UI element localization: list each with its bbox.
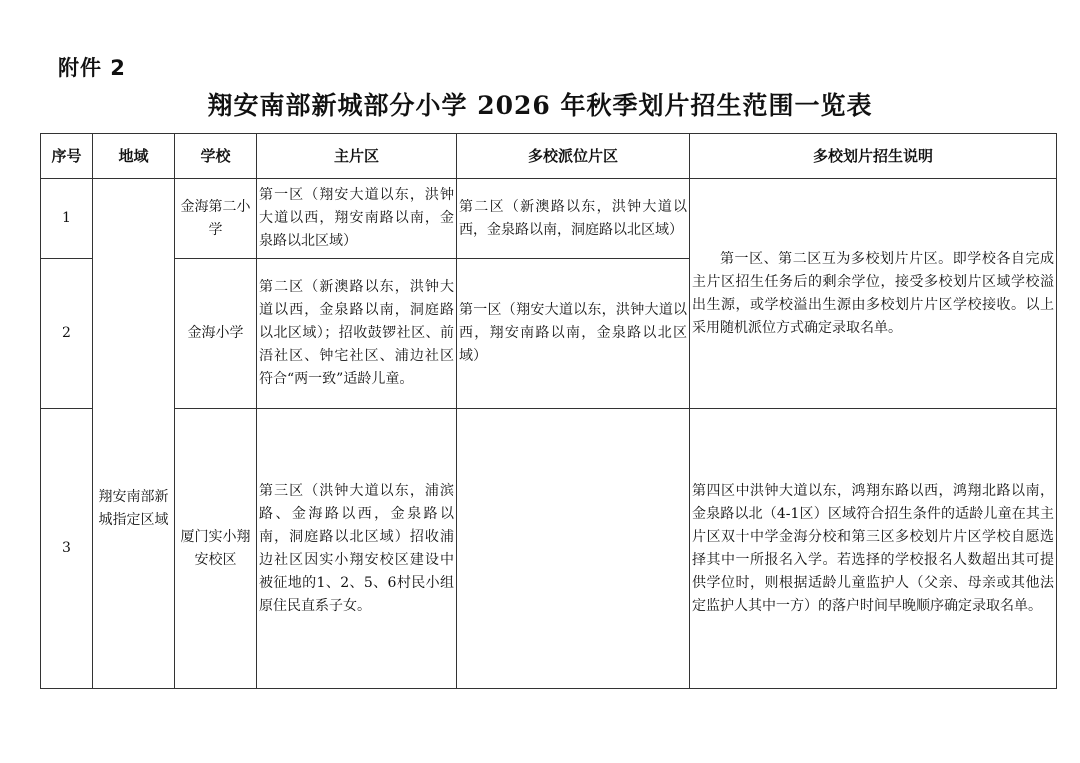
header-school: 学校 — [175, 134, 257, 179]
row-multi-zone: 第二区（新澳路以东，洪钟大道以西，金泉路以南，洞庭路以北区域） — [457, 179, 690, 259]
document-title: 翔安南部新城部分小学 2026 年秋季划片招生范围一览表 — [207, 91, 873, 120]
header-multi-note: 多校划片招生说明 — [690, 134, 1057, 179]
region-text: 翔安南部新城指定区域 — [98, 488, 169, 528]
row-seq: 3 — [41, 409, 93, 689]
row-seq: 2 — [41, 259, 93, 409]
row-multi-zone: 第一区（翔安大道以东，洪钟大道以西，翔安南路以南，金泉路以北区域） — [457, 259, 690, 409]
row-school: 金海第二小学 — [175, 179, 257, 259]
row-school: 金海小学 — [175, 259, 257, 409]
row-multi-zone — [457, 409, 690, 689]
region-cell — [93, 179, 175, 689]
table-header-row — [41, 134, 1057, 179]
enrollment-table — [40, 133, 1057, 689]
header-main-zone: 主片区 — [257, 134, 457, 179]
header-multi-zone: 多校派位片区 — [457, 134, 690, 179]
table-row — [41, 179, 1057, 259]
multi-note-2: 第四区中洪钟大道以东，鸿翔东路以西，鸿翔北路以南，金泉路以北（4-1区）区域符合招生条件的适龄儿童在其主片区双十中学金海分校和第三区多校划片片区学校自愿选择其中一所报名入学。若选择的学校报名人数超出其可提供学位时，则根据适龄儿童监护人（父亲、母亲或其他法定监护人其中一方）的落户时间早晚顺序确定录取名单。 — [690, 409, 1057, 689]
row-main-zone: 第三区（洪钟大道以东，浦滨路、金海路以西，金泉路以南，洞庭路以北区域）招收浦边社区因实小翔安校区建设中被征地的1、2、5、6村民小组原住民直系子女。 — [257, 409, 457, 689]
attachment-label: 附件 2 — [58, 56, 126, 80]
row-seq: 1 — [41, 179, 93, 259]
row-main-zone: 第二区（新澳路以东，洪钟大道以西，金泉路以南，洞庭路以北区域）；招收鼓锣社区、前浯社区、钟宅社区、浦边社区符合“两一致”适龄儿童。 — [257, 259, 457, 409]
row-main-zone: 第一区（翔安大道以东，洪钟大道以西，翔安南路以南，金泉路以北区域） — [257, 179, 457, 259]
row-school: 厦门实小翔安校区 — [175, 409, 257, 689]
header-seq: 序号 — [41, 134, 93, 179]
multi-note-1: 第一区、第二区互为多校划片片区。即学校各自完成主片区招生任务后的剩余学位，接受多校划片区域学校溢出生源，或学校溢出生源由多校划片片区学校接收。以上采用随机派位方式确定录取名单。 — [690, 179, 1057, 409]
table-row — [41, 409, 1057, 689]
header-region: 地域 — [93, 134, 175, 179]
